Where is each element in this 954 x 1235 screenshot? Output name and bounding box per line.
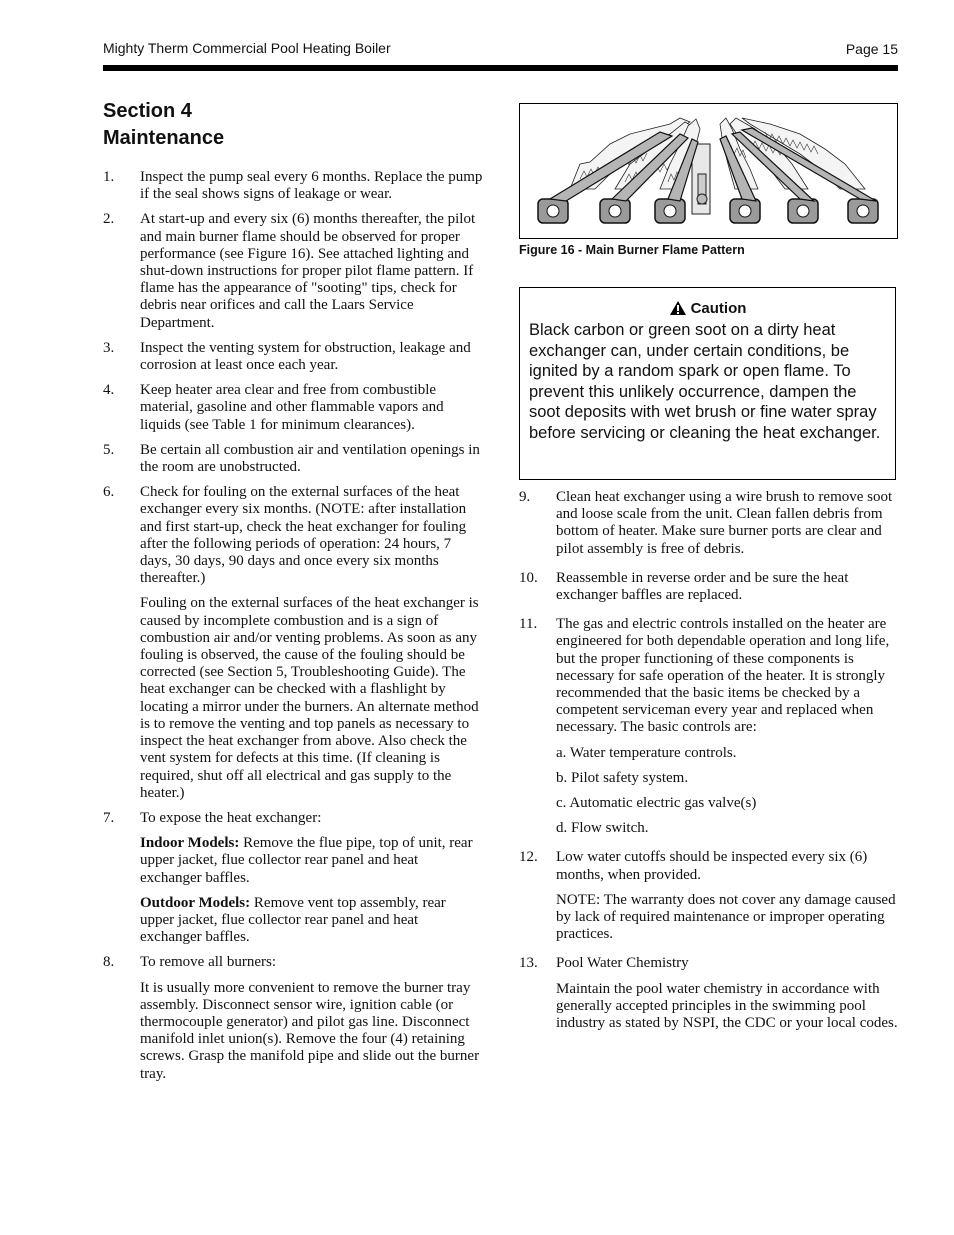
outdoor-models-label: Outdoor Models: — [140, 894, 251, 911]
item-number: 2. — [103, 211, 115, 228]
item-text: Keep heater area clear and free from combustible material, gasoline and other flammable vapors and liquids (see Table 1 for minimum clearances). — [140, 382, 444, 433]
item-text: Inspect the pump seal every 6 months. Replace the pump if the seal shows signs of leakage or wear. — [140, 169, 483, 203]
section-heading — [103, 98, 224, 152]
item-number: 1. — [103, 169, 115, 185]
item-text: Reassemble in reverse order and be sure the heat exchanger baffles are replaced. — [556, 569, 849, 604]
indoor-models-text: Remove the flue pipe, top of unit, rear upper jacket, flue collector rear panel and heat exchanger baffles. — [140, 835, 473, 886]
list-item — [519, 955, 899, 1032]
sub-item: a. Water temperature controls. — [556, 744, 737, 761]
item-text: At start-up and every six (6) months thereafter, the pilot and main burner flame should be observed for proper performance (see Figure 16). See attached lighting and shut-down instructions for proper pilot flame pattern. If flame has the appearance of "sooting" tips, check for debris near orifices and call the Laars Service Department. — [140, 211, 476, 331]
sub-item: d. Flow switch. — [556, 820, 649, 837]
item-number: 10. — [519, 569, 538, 586]
burner-flame-figure — [519, 103, 898, 239]
item-number: 11. — [519, 616, 538, 633]
list-item — [519, 616, 899, 837]
sub-item: c. Automatic electric gas valve(s) — [556, 795, 757, 812]
item-number: 3. — [103, 339, 115, 356]
list-item — [103, 810, 483, 946]
figure-caption: Figure 16 - Main Burner Flame Pattern — [519, 243, 745, 257]
item-number: 5. — [103, 441, 115, 458]
item-paragraph: It is usually more convenient to remove the burner tray assembly. Disconnect sensor wire, ignition cable (or thermocouple generator) and pilot gas line. Disconnect manifold inlet union(s). Remove the four (4) retaining screws. Grasp the manifold pipe and slide out the burner tray. — [140, 979, 480, 1082]
page-number: Page 15 — [845, 41, 898, 57]
list-item — [103, 382, 483, 434]
item-number: 12. — [519, 849, 538, 866]
burner-illustration — [520, 104, 897, 238]
item-paragraph: Fouling on the external surfaces of the heat exchanger is caused by incomplete combustion and is a sign of combustion air and/or venting problems. As soon as any fouling is observed, the cause of the fouling should be corrected (see Section 5, Troubleshooting Guide). The heat exchanger can be checked with a flashlight by locating a mirror under the burners. An alternate method is to remove the venting and top panels as necessary to inspect the heat exchanger from above. Also check the vent system for defects at this time. (If cleaning is required, shut off all electrical and gas supply to the heater.) — [140, 595, 479, 801]
section-title: Maintenance — [103, 127, 225, 149]
list-item — [103, 169, 483, 203]
item-number: 4. — [103, 382, 115, 399]
list-item — [519, 570, 899, 604]
item-paragraph: Maintain the pool water chemistry in accordance with generally accepted principles in the swimming pool industry as stated by NSPI, the CDC or your local codes. — [556, 980, 898, 1032]
item-number: 8. — [103, 954, 115, 971]
list-item — [103, 340, 483, 374]
item-text: Inspect the venting system for obstruction, leakage and corrosion at least once each year. — [140, 339, 471, 374]
document-title: Mighty Therm Commercial Pool Heating Boiler — [103, 40, 391, 56]
list-item — [519, 489, 899, 558]
warning-triangle-icon — [669, 300, 687, 316]
header-rule — [103, 65, 898, 71]
indoor-models-paragraph — [140, 835, 483, 887]
item-text: To remove all burners: — [140, 954, 276, 971]
item-text: The gas and electric controls installed on the heater are engineered for both dependable operation and long life, but the proper functioning of these components is necessary for safe operation of the heater. It is strongly recommended that the basic items be checked by a competent serviceman every year and replaced when necessary. The basic controls are: — [556, 616, 890, 736]
item-text: Check for fouling on the external surfaces of the heat exchanger every six months. (NOTE: after installation and first start-up, check the heat exchanger for fouling after the following periods of operation: 24 hours, 7 days, 30 days, 90 days and once every six months thereafter.) — [140, 484, 467, 587]
left-column — [103, 169, 483, 1091]
item-number: 7. — [103, 809, 115, 826]
caution-heading — [529, 300, 886, 317]
outdoor-models-text: Remove vent top assembly, rear upper jacket, flue collector rear panel and heat exchanger baffles. — [140, 894, 446, 946]
caution-box — [519, 287, 896, 480]
item-text: Clean heat exchanger using a wire brush to remove soot and loose scale from the unit. Clean fallen debris from bottom of heater. Make sure burner ports are clear and pilot assembly is free of debris. — [556, 489, 893, 557]
item-text: Low water cutoffs should be inspected every six (6) months, when provided. — [556, 849, 868, 883]
caution-text: Black carbon or green soot on a dirty heat exchanger can, under certain conditions, be ignited by a random spark or open flame. To prevent this unlikely occurrence, dampen the soot deposits with wet brush or fine water spray before servicing or cleaning the heat exchanger. — [529, 321, 881, 442]
list-item — [519, 849, 899, 943]
item-number: 13. — [519, 955, 538, 972]
caution-title: Caution — [690, 300, 747, 317]
warranty-note: NOTE: The warranty does not cover any damage caused by lack of required maintenance or improper operating practices. — [556, 891, 896, 943]
sub-item: b. Pilot safety system. — [556, 769, 689, 786]
list-item — [103, 954, 483, 1082]
outdoor-models-paragraph — [140, 895, 483, 947]
item-number: 6. — [103, 484, 115, 501]
item-text: To expose the heat exchanger: — [140, 809, 322, 826]
item-text: Pool Water Chemistry — [556, 955, 689, 972]
list-item — [103, 442, 483, 476]
right-column — [519, 489, 899, 1044]
item-text: Be certain all combustion air and ventilation openings in the room are unobstructed. — [140, 441, 480, 476]
list-item — [103, 211, 483, 331]
section-number: Section 4 — [103, 100, 192, 122]
list-item — [103, 484, 483, 802]
indoor-models-label: Indoor Models: — [140, 835, 240, 852]
item-number: 9. — [519, 489, 531, 505]
